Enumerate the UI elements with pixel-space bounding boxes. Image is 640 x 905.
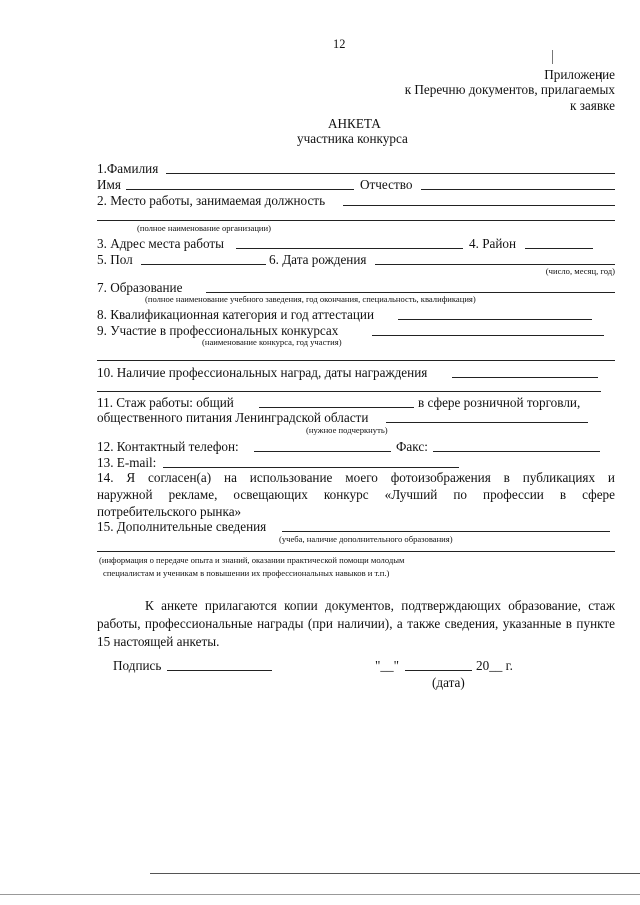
district-line[interactable] xyxy=(525,248,593,249)
phone-line[interactable] xyxy=(254,451,391,452)
workplace-line[interactable] xyxy=(343,205,615,206)
phone-label: 12. Контактный телефон: xyxy=(97,439,239,454)
workplace-label: 2. Место работы, занимаемая должность xyxy=(97,193,326,208)
name-line[interactable] xyxy=(126,189,354,190)
attachment-note: К анкете прилагаются копии документов, подтверждающих образование, стаж работы, профессиональные награды (при наличии), а также сведения, указанные в пункте 15 настоящей анкеты. xyxy=(97,598,615,649)
contests-hint: (наименование конкурса, год участия) xyxy=(202,337,342,347)
qualification-label: 8. Квалификационная категория и год аттестации xyxy=(97,307,375,322)
district-label: 4. Район xyxy=(469,236,517,251)
qualification-line[interactable] xyxy=(398,319,592,320)
education-label: 7. Образование xyxy=(97,280,183,295)
work-address-line[interactable] xyxy=(236,248,463,249)
appendix-line-1: Приложение xyxy=(544,67,615,82)
form-subtitle: участника конкурса xyxy=(297,131,408,146)
appendix-line-2: к Перечню документов, прилагаемых xyxy=(404,82,615,97)
extra-line-2[interactable] xyxy=(97,551,615,552)
awards-line[interactable] xyxy=(452,377,598,378)
contests-line-2[interactable] xyxy=(97,360,615,361)
extra-note-2: специалистам и ученикам в повышении их профессиональных навыков и т.п.) xyxy=(103,568,390,578)
workplace-hint: (полное наименование организации) xyxy=(137,223,271,233)
experience-region-label: общественного питания Ленинградской области xyxy=(97,410,369,425)
signature-label: Подпись xyxy=(113,658,162,673)
experience-total-line[interactable] xyxy=(259,407,414,408)
experience-label: 11. Стаж работы: общий xyxy=(97,395,234,410)
date-day: "__" xyxy=(375,658,399,673)
experience-hint: (нужное подчеркнуть) xyxy=(306,425,388,435)
email-line[interactable] xyxy=(163,467,459,468)
workplace-line-2[interactable] xyxy=(97,220,615,221)
consent-line-3: потребительского рынка» xyxy=(97,504,242,519)
gender-line[interactable] xyxy=(141,264,266,265)
surname-line[interactable] xyxy=(166,173,615,174)
consent-line-2: наружной рекламе, освещающих конкурс «Лучший по профессии в сфере xyxy=(97,487,615,502)
awards-label: 10. Наличие профессиональных наград, даты награждения xyxy=(97,365,428,380)
birth-date-label: 6. Дата рождения xyxy=(269,252,367,267)
extra-line[interactable] xyxy=(282,531,610,532)
patronymic-line[interactable] xyxy=(421,189,615,190)
date-month-line[interactable] xyxy=(405,670,472,671)
contests-label: 9. Участие в профессиональных конкурсах xyxy=(97,323,339,338)
contests-line[interactable] xyxy=(372,335,604,336)
extra-note-1: (информация о передаче опыта и знаний, оказании практической помощи молодым xyxy=(99,555,405,565)
scan-edge-line xyxy=(0,894,640,895)
awards-line-2[interactable] xyxy=(97,391,601,392)
fax-line[interactable] xyxy=(433,451,600,452)
fax-label: Факс: xyxy=(396,439,428,454)
page-number: 12 xyxy=(333,37,346,51)
extra-hint: (учеба, наличие дополнительного образования) xyxy=(279,534,453,544)
extra-label: 15. Дополнительные сведения xyxy=(97,519,267,534)
patronymic-label: Отчество xyxy=(360,177,413,192)
scan-mark xyxy=(552,50,553,64)
education-hint: (полное наименование учебного заведения, год окончания, специальность, квалификация) xyxy=(145,294,476,304)
birth-date-line[interactable] xyxy=(375,264,615,265)
scan-edge-line xyxy=(150,873,640,874)
name-label: Имя xyxy=(97,177,121,192)
birth-date-hint: (число, месяц, год) xyxy=(545,266,615,276)
experience-retail-label: в сфере розничной торговли, xyxy=(418,395,581,410)
date-year: 20__ г. xyxy=(476,658,513,673)
gender-label: 5. Пол xyxy=(97,252,133,267)
surname-label: 1.Фамилия xyxy=(97,161,159,176)
date-hint: (дата) xyxy=(432,675,465,690)
email-label: 13. E-mail: xyxy=(97,455,157,470)
form-title: АНКЕТА xyxy=(328,116,381,131)
experience-region-line[interactable] xyxy=(386,422,588,423)
appendix-line-3: к заявке xyxy=(570,98,615,113)
work-address-label: 3. Адрес места работы xyxy=(97,236,225,251)
consent-line-1: 14. Я согласен(а) на использование моего фотоизображения в публикациях и xyxy=(97,470,615,485)
signature-line[interactable] xyxy=(167,670,272,671)
education-line[interactable] xyxy=(206,292,615,293)
